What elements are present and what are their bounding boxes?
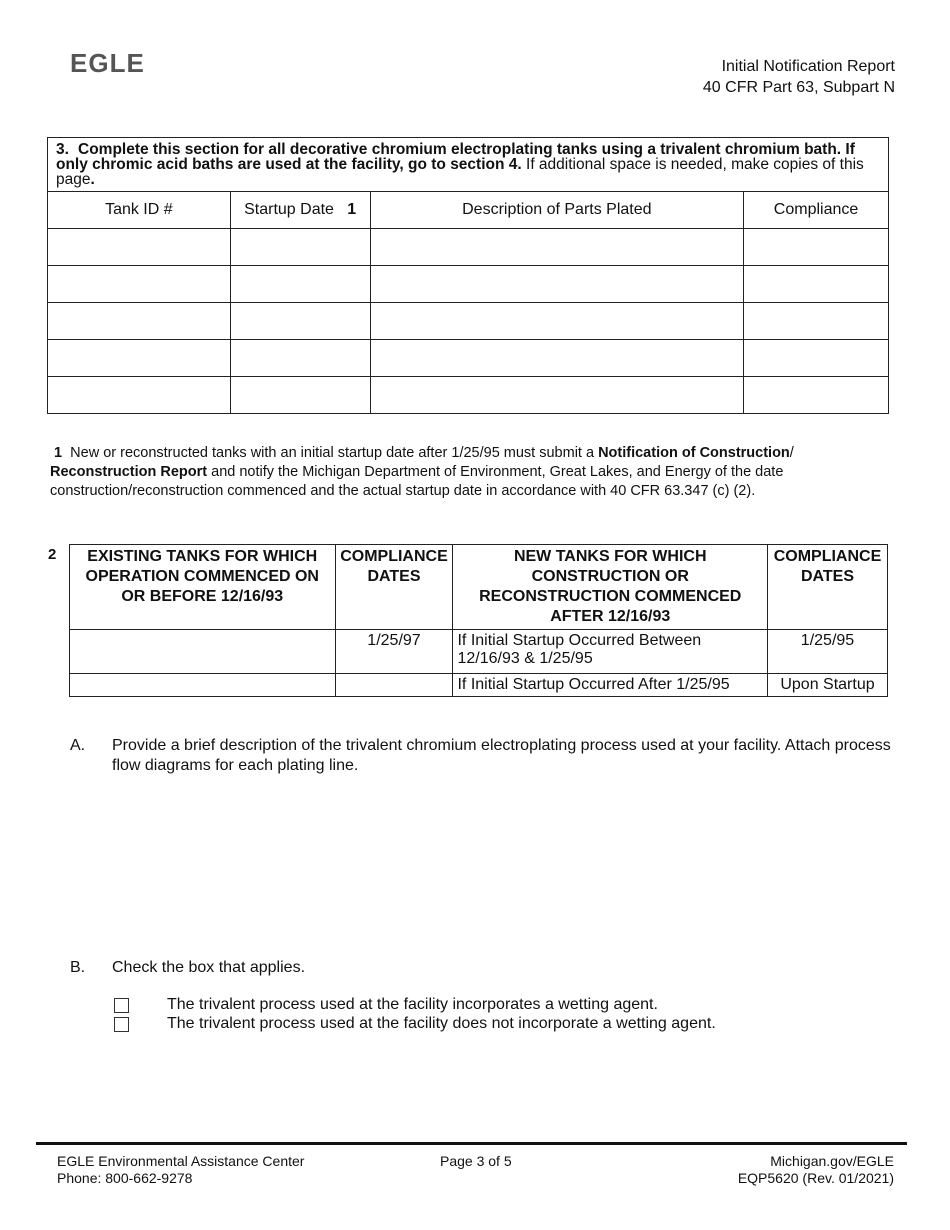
tank-id-cell[interactable] <box>48 340 231 377</box>
footnote-text-b: and notify the Michigan Department of Environment, Great Lakes, and Energy of the date construction/reconstruction commenced and the actual startup date in accordance with 40 CFR 63.347 (c) (2). <box>50 464 784 499</box>
section-b-label: B. <box>70 959 86 976</box>
section3-number: 3. <box>56 141 69 158</box>
existing-compliance-date <box>335 674 453 697</box>
col-startup-date-label: Startup Date <box>244 201 334 218</box>
egle-logo: EGLE <box>70 48 145 78</box>
startup-date-cell[interactable] <box>230 340 370 377</box>
footnote-slash: / <box>789 445 794 461</box>
no-wetting-agent-checkbox[interactable] <box>114 1017 129 1032</box>
startup-date-cell[interactable] <box>230 303 370 340</box>
section3-intro-bold: Complete this section for all decorative chromium electroplating tanks using a trivalent chromium bath. If only chromic acid baths are used at the facility, go to section 4. <box>56 141 855 173</box>
description-cell[interactable] <box>370 229 743 266</box>
form-number: EQP5620 (Rev. 01/2021) <box>737 1170 894 1186</box>
section3-intro-end: . <box>90 171 95 188</box>
table-row <box>48 340 889 377</box>
table-row <box>48 303 889 340</box>
col-tank-id: Tank ID # <box>48 192 231 229</box>
new-compliance-date: Upon Startup <box>767 674 887 697</box>
tank-id-cell[interactable] <box>48 229 231 266</box>
table-row <box>70 674 888 697</box>
hdr-existing-tanks: EXISTING TANKS FOR WHICH OPERATION COMMENCED ON OR BEFORE 12/16/93 <box>70 545 336 630</box>
startup-footnote-ref: 1 <box>347 201 357 218</box>
compliance-cell[interactable] <box>744 377 889 414</box>
hdr-compliance-dates-existing: COMPLIANCE DATES <box>335 545 453 630</box>
footer-center-name: EGLE Environmental Assistance Center <box>57 1153 305 1169</box>
footer-phone: Phone: 800-662-9278 <box>57 1170 193 1186</box>
no-wetting-agent-option: The trivalent process used at the facility does not incorporate a wetting agent. <box>167 1015 716 1032</box>
footnote-bold-a: Notification of Construction <box>598 445 790 461</box>
startup-date-cell[interactable] <box>230 229 370 266</box>
table-row <box>70 630 888 674</box>
report-title <box>703 56 895 98</box>
footnote-marker: 1 <box>54 445 63 461</box>
new-compliance-date: 1/25/95 <box>767 630 887 674</box>
table-row <box>48 266 889 303</box>
footer-left <box>57 1153 304 1187</box>
footnote-text-a: New or reconstructed tanks with an initial startup date after 1/25/95 must submit a <box>70 445 595 461</box>
description-cell[interactable] <box>370 266 743 303</box>
section-a-text: Provide a brief description of the trivalent chromium electroplating process used at your facility. Attach process flow diagrams for each plating line. <box>112 737 891 774</box>
hdr-compliance-dates-new: COMPLIANCE DATES <box>767 545 887 630</box>
compliance-cell[interactable] <box>744 266 889 303</box>
existing-tank-cell <box>70 674 336 697</box>
compliance-cell[interactable] <box>744 303 889 340</box>
wetting-agent-checkbox[interactable] <box>114 998 129 1013</box>
description-cell[interactable] <box>370 303 743 340</box>
section3-instructions <box>48 138 889 192</box>
col-description: Description of Parts Plated <box>370 192 743 229</box>
startup-date-cell[interactable] <box>230 377 370 414</box>
compliance-dates-table <box>69 544 888 697</box>
existing-tank-cell <box>70 630 336 674</box>
col-compliance: Compliance <box>744 192 889 229</box>
wetting-agent-option: The trivalent process used at the facility incorporates a wetting agent. <box>167 996 658 1013</box>
existing-compliance-date: 1/25/97 <box>335 630 453 674</box>
section-a-label: A. <box>70 737 86 754</box>
table-row <box>48 377 889 414</box>
footer-right <box>738 1153 894 1187</box>
report-title-line1: Initial Notification Report <box>721 58 895 75</box>
footnote-bold-b: Reconstruction Report <box>50 464 208 480</box>
tank-id-cell[interactable] <box>48 377 231 414</box>
hdr-new-tanks: NEW TANKS FOR WHICH CONSTRUCTION OR RECONSTRUCTION COMMENCED AFTER 12/16/93 <box>453 545 768 630</box>
tank-id-cell[interactable] <box>48 303 231 340</box>
compliance-cell[interactable] <box>744 340 889 377</box>
footer-divider <box>36 1142 907 1145</box>
col-startup-date <box>230 192 370 229</box>
table-row <box>48 229 889 266</box>
description-cell[interactable] <box>370 377 743 414</box>
trivalent-tanks-table <box>47 137 889 414</box>
compliance-cell[interactable] <box>744 229 889 266</box>
startup-date-cell[interactable] <box>230 266 370 303</box>
new-tank-condition: If Initial Startup Occurred Between 12/16/93 & 1/25/95 <box>453 630 768 674</box>
tank-id-cell[interactable] <box>48 266 231 303</box>
new-tank-condition: If Initial Startup Occurred After 1/25/95 <box>453 674 768 697</box>
compliance-table-marker: 2 <box>48 546 57 563</box>
page-number: Page 3 of 5 <box>440 1153 512 1169</box>
report-title-line2: 40 CFR Part 63, Subpart N <box>702 79 895 96</box>
description-cell[interactable] <box>370 340 743 377</box>
section3-intro-normal: If additional space is needed, make copies of this page <box>56 156 864 188</box>
footnote-1 <box>50 444 890 501</box>
footer-website: Michigan.gov/EGLE <box>770 1153 894 1169</box>
section-b-text: Check the box that applies. <box>112 959 306 976</box>
